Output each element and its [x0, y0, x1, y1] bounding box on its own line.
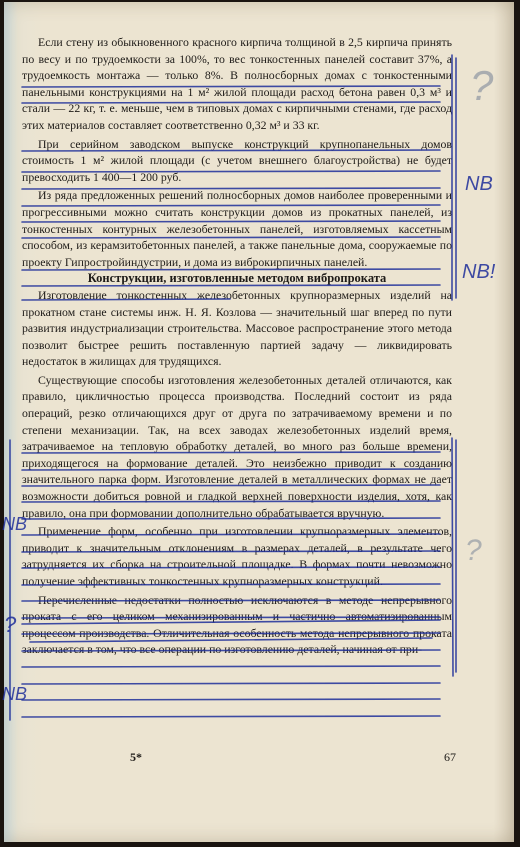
margin-note-nb-left-bottom: NB: [2, 684, 28, 704]
margin-note-nb-middle: NB!: [462, 261, 496, 283]
book-page: [4, 2, 514, 842]
paragraph-rolling-mill: Изготовление тонкостенных железобетонных крупноразмерных изделий на прокатном стане системы инж. Н. Я. Козлова — значительный шаг вперед по пути развития индустриализации строительства. Массовое распространение этого метода позволит быстрее решить поставленную партией задачу — ликвидировать недостаток в жилищах для трудящихся.: [22, 287, 452, 369]
paragraph-existing-methods: Существующие способы изготовления железобетонных деталей отличаются, как правило, цикличностью процесса производства. Последний состоит из ряда операций, резко отличающихся друг от друга по затрачиваемому времени и по степени механизации. Так, на всех заводах железобетонных изделий время, затрачиваемое на тепловую обработку деталей, во много раз больше времени, приходящегося на формование деталей. Это неизбежно приводит к созданию значительного парка форм. Изготовление деталей в металлических формах не дает возможности добиться ровной и гладкой верхней поверхности изделия, хотя, как правило, она при формовании дополнительно обрабатывается вручную.: [22, 372, 452, 520]
margin-note-nb-left: NB: [2, 514, 28, 534]
margin-note-nb-upper: NB: [465, 173, 493, 195]
page-number: 67: [444, 750, 456, 764]
margin-note-question-top: ?: [470, 62, 494, 109]
paragraph-continuous-rolling: Перечисленные недостатки полностью исключаются в методе непрерывного проката с его целиком механизированным и частично автоматизированным процессом производства. Отличительная особенность метода непрерывного проката заключается в том, что все операции по изготовлению деталей, начиная от при-: [22, 592, 452, 657]
page-footer: [22, 750, 456, 766]
paragraph-form-usage: Применение форм, особенно при изготовлении крупноразмерных элементов, приводит к значительным отклонениям в размерах деталей, в результате чего затрудняется их сборка на строительной площадке. В формах почти невозможно получение эффективных тонкостенных крупноразмерных конструкций.: [22, 524, 452, 588]
margin-note-question-left: ?: [4, 612, 17, 637]
section-heading: Конструкции, изготовленные методом вибропроката: [87, 271, 387, 286]
paragraph-stone-wall: Если стену из обыкновенного красного кирпича толщиной в 2,5 кирпича принять по весу и по трудоемкости за 100%, то вес тонкостенных панелей составит 37%, а трудоемкость монтажа — только 8%. В полносборных домах с тонкостенными панельными конструкциями на 1 м² жилой площади расход бетона равен 0,3 м³ и стали — 22 кг, т. е. меньше, чем в типовых домах с кирпичными стенами, где расход этих материалов составляет соответственно 0,32 м³ и 33 кг.: [22, 35, 452, 132]
body-text: [22, 34, 452, 658]
paragraph-house-types: Из ряда предложенных решений полносборных домов наиболее проверенными и прогрессивными можно считать конструкции домов из прокатных панелей, из тонкостенных контурных железобетонных панелей, изготовляемых кассетным способом, из керамзитобетонных панелей, а также панельные дома, сооружаемые по проекту Гипростройиндустрии, и дома из виброкирпичных панелей.: [22, 188, 452, 269]
signature-mark: 5*: [130, 750, 142, 764]
margin-note-question-lower: ?: [465, 534, 482, 567]
paragraph-serial-production: При серийном заводском выпуске конструкций крупнопанельных домов стоимость 1 м² жилой площади (с учетом внешнего благоустройства) не будет превосходить 1 400—1 200 руб.: [22, 136, 452, 184]
